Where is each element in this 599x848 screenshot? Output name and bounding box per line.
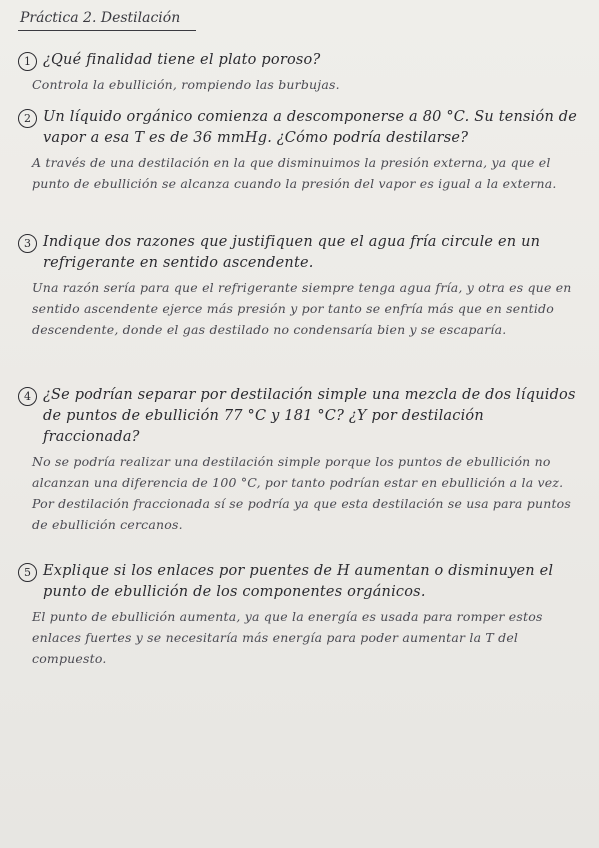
question-number-circle: 3 [18,234,37,253]
answer-text: A través de una destilación en la que disminuimos la presión externa, ya que el punto de ebullición se alcanza cuando la presión del vapor es igual a la externa. [32,155,557,191]
page-title: Práctica 2. Destilación [20,10,181,26]
question-block-1 [18,50,583,95]
question-number-circle: 1 [18,52,37,71]
question-block-4 [18,385,583,535]
question-block-3 [18,232,583,340]
question-text: Explique si los enlaces por puentes de H aumentan o disminuyen el punto de ebullición de los componentes orgánicos. [43,563,554,600]
answer-text: No se podría realizar una destilación simple porque los puntos de ebullición no alcanzan una diferencia de 100 °C, por tanto podrían estar en ebullición a la vez. Por destilación fraccionada sí se podría ya que esta destilación se usa para puntos de ebullición cercanos. [32,454,572,532]
question-number-circle: 2 [18,109,37,128]
answer-text: Una razón sería para que el refrigerante siempre tenga agua fría, y otra es que en sentido ascendente ejerce más presión y por tanto se enfría más que en sentido descendente, donde el gas destilado no condensaría bien y se escaparía. [32,280,572,337]
title-underline [18,30,196,31]
question-number-circle: 4 [18,387,37,406]
question-number-circle: 5 [18,563,37,582]
answer-text: Controla la ebullición, rompiendo las burbujas. [32,77,340,92]
question-block-2 [18,107,583,194]
answer-text: El punto de ebullición aumenta, ya que la energía es usada para romper estos enlaces fuertes y se necesitaría más energía para poder aumentar la T del compuesto. [32,609,543,666]
question-block-5 [18,561,583,669]
question-text: Un líquido orgánico comienza a descomponerse a 80 °C. Su tensión de vapor a esa T es de 36 mmHg. ¿Cómo podría destilarse? [43,109,578,146]
question-text: ¿Qué finalidad tiene el plato poroso? [43,52,321,68]
question-text: ¿Se podrían separar por destilación simple una mezcla de dos líquidos de puntos de ebullición 77 °C y 181 °C? ¿Y por destilación fraccionada? [43,387,576,445]
question-text: Indique dos razones que justifiquen que el agua fría circule en un refrigerante en sentido ascendente. [43,234,541,271]
